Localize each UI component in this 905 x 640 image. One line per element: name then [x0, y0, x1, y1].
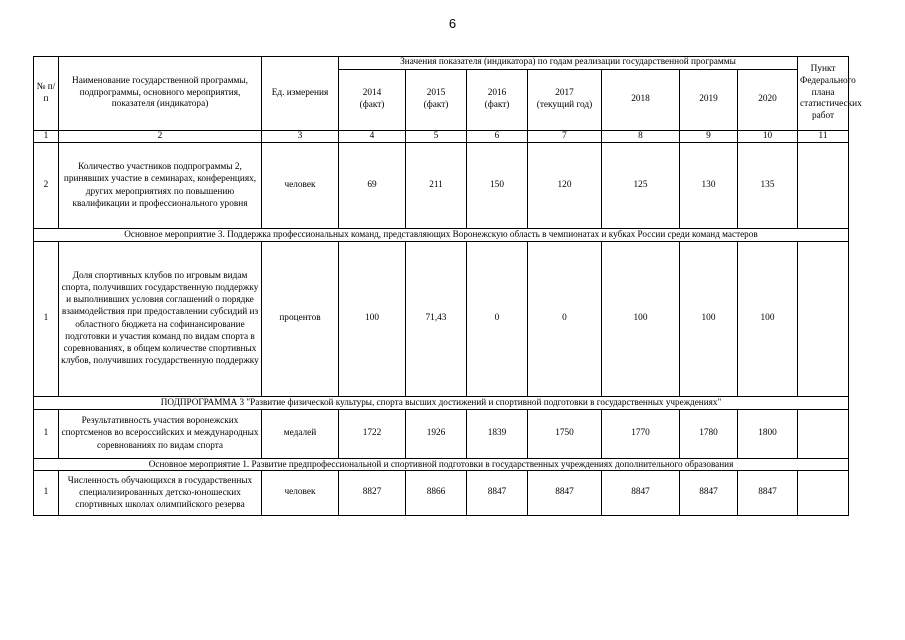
value-2017: 1750: [528, 409, 602, 458]
header-year-2019: 2019: [680, 70, 738, 131]
section-title: Основное мероприятие 1. Развитие предпрофессиональной и спортивной подготовки в государственных учреждениях дополнительного образования: [34, 458, 849, 471]
value-2019: 130: [680, 143, 738, 229]
column-number: 5: [406, 131, 467, 143]
indicator-name: Количество участников подпрограммы 2, принявших участие в семинарах, конференциях, других мероприятиях по повышению квалификации и профессионального уровня: [59, 143, 262, 229]
value-2015: 211: [406, 143, 467, 229]
column-number: 11: [798, 131, 849, 143]
indicator-name: Результативность участия воронежских спортсменов во всероссийских и международных соревнованиях по видам спорта: [59, 409, 262, 458]
page-number: 6: [448, 16, 457, 31]
value-2020: 100: [738, 241, 798, 396]
unit: процентов: [262, 241, 339, 396]
column-number-row: [34, 131, 849, 143]
value-2018: 125: [602, 143, 680, 229]
header-fed-plan: Пункт Федерального плана статистических работ: [798, 57, 849, 131]
value-2014: 100: [339, 241, 406, 396]
value-2016: 150: [467, 143, 528, 229]
table-row: [34, 143, 849, 229]
section-title: ПОДПРОГРАММА 3 "Развитие физической культуры, спорта высших достижений и спортивной подготовки в государственных учреждениях": [34, 396, 849, 409]
value-2017: 8847: [528, 471, 602, 516]
row-num: 1: [34, 409, 59, 458]
value-2020: 135: [738, 143, 798, 229]
table-row: [34, 409, 849, 458]
indicator-name: Численность обучающихся в государственных специализированных детско-юношеских спортивных школах олимпийского резерва: [59, 471, 262, 516]
value-2016: 0: [467, 241, 528, 396]
value-2016: 8847: [467, 471, 528, 516]
value-2014: 8827: [339, 471, 406, 516]
column-number: 4: [339, 131, 406, 143]
value-2017: 0: [528, 241, 602, 396]
header-year-2014: 2014 (факт): [339, 70, 406, 131]
value-2015: 1926: [406, 409, 467, 458]
fed-plan-item: [798, 241, 849, 396]
column-number: 3: [262, 131, 339, 143]
header-year-2018: 2018: [602, 70, 680, 131]
header-year-2020: 2020: [738, 70, 798, 131]
header-year-2016: 2016 (факт): [467, 70, 528, 131]
table-row: [34, 241, 849, 396]
header-year-2017: 2017 (текущий год): [528, 70, 602, 131]
value-2019: 1780: [680, 409, 738, 458]
column-number: 1: [34, 131, 59, 143]
value-2015: 71,43: [406, 241, 467, 396]
unit: человек: [262, 143, 339, 229]
header-unit: Ед. измерения: [262, 57, 339, 131]
value-2018: 8847: [602, 471, 680, 516]
column-number: 7: [528, 131, 602, 143]
value-2019: 100: [680, 241, 738, 396]
indicators-table: [33, 56, 862, 516]
unit: человек: [262, 471, 339, 516]
header-year-2015: 2015 (факт): [406, 70, 467, 131]
header-name: Наименование государственной программы, подпрограммы, основного мероприятия, показателя (индикатора): [59, 57, 262, 131]
column-number: 10: [738, 131, 798, 143]
indicator-name: Доля спортивных клубов по игровым видам спорта, получивших государственную поддержку и выполнивших условия соглашений о порядке взаимодействия при предоставлении субсидий из областного бюджета на софинансирование подготовки и участия команд по видам спорта в соревнованиях, в общем количестве спортивных клубов, получивших государственную поддержку: [59, 241, 262, 396]
header-num: № п/п: [34, 57, 59, 131]
value-2018: 100: [602, 241, 680, 396]
table-row: [34, 471, 849, 516]
section-title: Основное мероприятие 3. Поддержка профессиональных команд, представляющих Воронежскую область в чемпионатах и кубках России среди команд мастеров: [34, 229, 849, 242]
value-2020: 1800: [738, 409, 798, 458]
value-2017: 120: [528, 143, 602, 229]
column-number: 2: [59, 131, 262, 143]
header-values-group: Значения показателя (индикатора) по годам реализации государственной программы: [339, 57, 798, 70]
value-2015: 8866: [406, 471, 467, 516]
column-number: 9: [680, 131, 738, 143]
fed-plan-item: [798, 409, 849, 458]
row-num: 2: [34, 143, 59, 229]
row-num: 1: [34, 471, 59, 516]
unit: медалей: [262, 409, 339, 458]
column-number: 8: [602, 131, 680, 143]
value-2014: 69: [339, 143, 406, 229]
value-2018: 1770: [602, 409, 680, 458]
value-2019: 8847: [680, 471, 738, 516]
fed-plan-item: [798, 143, 849, 229]
column-number: 6: [467, 131, 528, 143]
fed-plan-item: [798, 471, 849, 516]
value-2014: 1722: [339, 409, 406, 458]
value-2020: 8847: [738, 471, 798, 516]
value-2016: 1839: [467, 409, 528, 458]
row-num: 1: [34, 241, 59, 396]
